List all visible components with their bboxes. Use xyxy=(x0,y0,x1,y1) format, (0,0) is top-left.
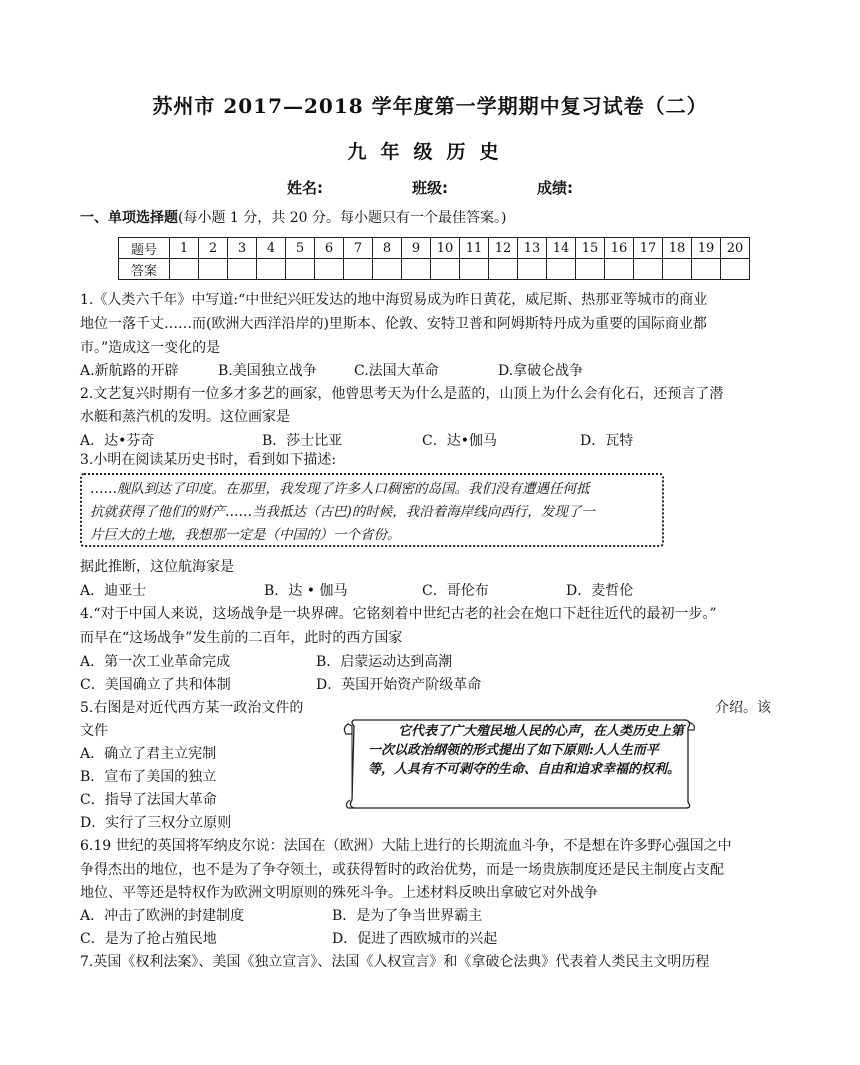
q3-option-c[interactable]: C．哥伦布 xyxy=(422,583,489,599)
question-number-cell: 17 xyxy=(634,238,663,259)
question-number-cell: 18 xyxy=(663,238,692,259)
scroll-text: 它代表了广大殖民地人民的心声，在人类历史上第一次以政治纲领的形式提出了如下原则:人人生而平等，人具有不可剥夺的生命、自由和追求幸福的权利。 xyxy=(368,724,685,777)
q2-stem-line2: 水艇和蒸汽机的发明。这位画家是 xyxy=(80,409,290,425)
q6-stem-line2: 争得杰出的地位，也不是为了争夺领土，或获得暂时的政治优势，而是一场贵族制度还是民主制度占支配 xyxy=(80,862,724,878)
exam-subject: 九年级历史 xyxy=(347,141,513,163)
q6-stem-line3: 地位、平等还是特权作为欧洲文明原则的殊死斗争。上述材料反映出拿破它对外战争 xyxy=(80,885,598,901)
q3-option-a[interactable]: A．迪亚士 xyxy=(80,583,147,599)
q7-stem-line1: 7.英国《权利法案》、美国《独立宣言》、法国《人权宣言》和《拿破仑法典》代表着人类民主文明历程 xyxy=(80,954,710,970)
q1-stem-line3: 市。”造成这一变化的是 xyxy=(80,340,221,356)
answer-cell[interactable] xyxy=(257,259,286,280)
question-number-cell: 1 xyxy=(170,238,199,259)
answer-cell[interactable] xyxy=(576,259,605,280)
q5-stem-line2: 文件 xyxy=(80,723,108,739)
answer-cell[interactable] xyxy=(431,259,460,280)
question-number-cell: 13 xyxy=(518,238,547,259)
question-number-cell: 20 xyxy=(721,238,750,259)
q2-option-c[interactable]: C．达•伽马 xyxy=(422,433,497,449)
q3-quote-line1: ……舰队到达了印度。在那里，我发现了许多人口稠密的岛国。我们没有遭遇任何抵 xyxy=(90,481,590,497)
q6-option-d[interactable]: D．促进了西欧城市的兴起 xyxy=(332,931,498,947)
q4-stem-line1: 4.“对于中国人来说，这场战争是一块界碑。它铭刻着中世纪古老的社会在炮口下赶往近代的最初一步。” xyxy=(80,606,717,622)
answer-row-label: 答案 xyxy=(119,259,170,280)
question-number-cell: 19 xyxy=(692,238,721,259)
answer-cell[interactable] xyxy=(692,259,721,280)
section1-heading xyxy=(80,208,506,228)
answer-cell[interactable] xyxy=(721,259,750,280)
question-number-cell: 11 xyxy=(460,238,489,259)
q6-option-b[interactable]: B．是为了争当世界霸主 xyxy=(332,908,483,924)
question-number-cell: 16 xyxy=(605,238,634,259)
question-number-cell: 3 xyxy=(228,238,257,259)
answer-table-number-row xyxy=(119,238,750,259)
answer-cell[interactable] xyxy=(547,259,576,280)
q5-option-a[interactable]: A．确立了君主立宪制 xyxy=(80,746,217,762)
q3-option-b[interactable]: B．达 • 伽马 xyxy=(264,583,348,599)
q5-option-c[interactable]: C．指导了法国大革命 xyxy=(80,792,217,808)
answer-cell[interactable] xyxy=(286,259,315,280)
score-label: 成绩: xyxy=(537,179,573,197)
question-number-cell: 9 xyxy=(402,238,431,259)
answer-cell[interactable] xyxy=(663,259,692,280)
q6-stem-line1: 6.19 世纪的英国将军纳皮尔说：法国在（欧洲）大陆上进行的长期流血斗争，不是想在许多野心强国之中 xyxy=(80,838,732,854)
q5-stem-line1: 5.右图是对近代西方某一政治文件的 xyxy=(80,700,304,716)
q5-option-d[interactable]: D．实行了三权分立原则 xyxy=(80,815,232,831)
q1-stem-line1: 1.《人类六千年》中写道:“中世纪兴旺发达的地中海贸易成为昨日黄花，威尼斯、热那亚等城市的商业 xyxy=(80,292,708,308)
q4-option-a[interactable]: A．第一次工业革命完成 xyxy=(80,654,231,670)
question-number-cell: 8 xyxy=(373,238,402,259)
question-number-cell: 12 xyxy=(489,238,518,259)
answer-cell[interactable] xyxy=(489,259,518,280)
answer-cell[interactable] xyxy=(460,259,489,280)
q6-option-a[interactable]: A．冲击了欧洲的封建制度 xyxy=(80,908,245,924)
question-number-cell: 2 xyxy=(199,238,228,259)
q3-option-d[interactable]: D．麦哲伦 xyxy=(566,583,634,599)
q1-option-b[interactable]: B.美国独立战争 xyxy=(218,363,317,379)
name-label: 姓名: xyxy=(287,179,323,197)
number-row-label: 题号 xyxy=(119,238,170,259)
q2-option-a[interactable]: A．达•芬奇 xyxy=(80,433,155,449)
section1-title: 一、单项选择题 xyxy=(80,210,178,226)
q5-stem-line1-end: 介绍。该 xyxy=(715,700,771,716)
question-number-cell: 10 xyxy=(431,238,460,259)
q4-stem-line2: 而早在“这场战争”发生前的二百年，此时的西方国家 xyxy=(80,630,403,646)
q3-stem-line1: 3.小明在阅读某历史书时，看到如下描述: xyxy=(80,452,337,468)
q3-quote-line2: 抗就获得了他们的财产……当我抵达（古巴)的时候，我沿着海岸线向西行，发现了一 xyxy=(90,504,595,520)
answer-table-answer-row xyxy=(119,259,750,280)
q6-option-c[interactable]: C．是为了抢占殖民地 xyxy=(80,931,217,947)
q3-quote-line3: 片巨大的土地，我想那一定是（中国的）一个省份。 xyxy=(90,527,401,543)
question-number-cell: 15 xyxy=(576,238,605,259)
q4-option-d[interactable]: D．英国开始资产阶级革命 xyxy=(316,677,482,693)
q3-quote-box xyxy=(80,473,664,547)
answer-cell[interactable] xyxy=(228,259,257,280)
question-number-cell: 7 xyxy=(344,238,373,259)
answer-table xyxy=(118,237,750,280)
answer-cell[interactable] xyxy=(634,259,663,280)
answer-cell[interactable] xyxy=(344,259,373,280)
question-number-cell: 5 xyxy=(286,238,315,259)
answer-cell[interactable] xyxy=(605,259,634,280)
q5-option-b[interactable]: B．宣布了美国的独立 xyxy=(80,769,217,785)
q2-option-d[interactable]: D．瓦特 xyxy=(580,433,634,449)
answer-cell[interactable] xyxy=(402,259,431,280)
q1-stem-line2: 地位一落千丈……而(欧洲大西洋沿岸的)里斯本、伦敦、安特卫普和阿姆斯特丹成为重要的国际商业都 xyxy=(80,316,707,332)
exam-title: 苏州市 2017—2018 学年度第一学期期中复习试卷（二） xyxy=(152,94,708,118)
class-label: 班级: xyxy=(412,179,448,197)
answer-cell[interactable] xyxy=(315,259,344,280)
answer-cell[interactable] xyxy=(518,259,547,280)
q1-option-c[interactable]: C.法国大革命 xyxy=(354,363,439,379)
q1-option-a[interactable]: A.新航路的开辟 xyxy=(80,363,179,379)
q4-option-c[interactable]: C．美国确立了共和体制 xyxy=(80,677,231,693)
section1-note: (每小题 1 分，共 20 分。每小题只有一个最佳答案。) xyxy=(178,210,507,226)
question-number-cell: 4 xyxy=(257,238,286,259)
q4-option-b[interactable]: B．启蒙运动达到高潮 xyxy=(316,654,453,670)
q1-option-d[interactable]: D.拿破仑战争 xyxy=(498,363,584,379)
question-number-cell: 14 xyxy=(547,238,576,259)
answer-cell[interactable] xyxy=(199,259,228,280)
q2-stem-line1: 2.文艺复兴时期有一位多才多艺的画家，他曾思考天为什么是蓝的，山顶上为什么会有化石，还预言了潜 xyxy=(80,386,724,402)
answer-cell[interactable] xyxy=(373,259,402,280)
q2-option-b[interactable]: B．莎士比亚 xyxy=(262,433,343,449)
question-number-cell: 6 xyxy=(315,238,344,259)
q3-stem-line2: 据此推断，这位航海家是 xyxy=(80,559,234,575)
answer-cell[interactable] xyxy=(170,259,199,280)
